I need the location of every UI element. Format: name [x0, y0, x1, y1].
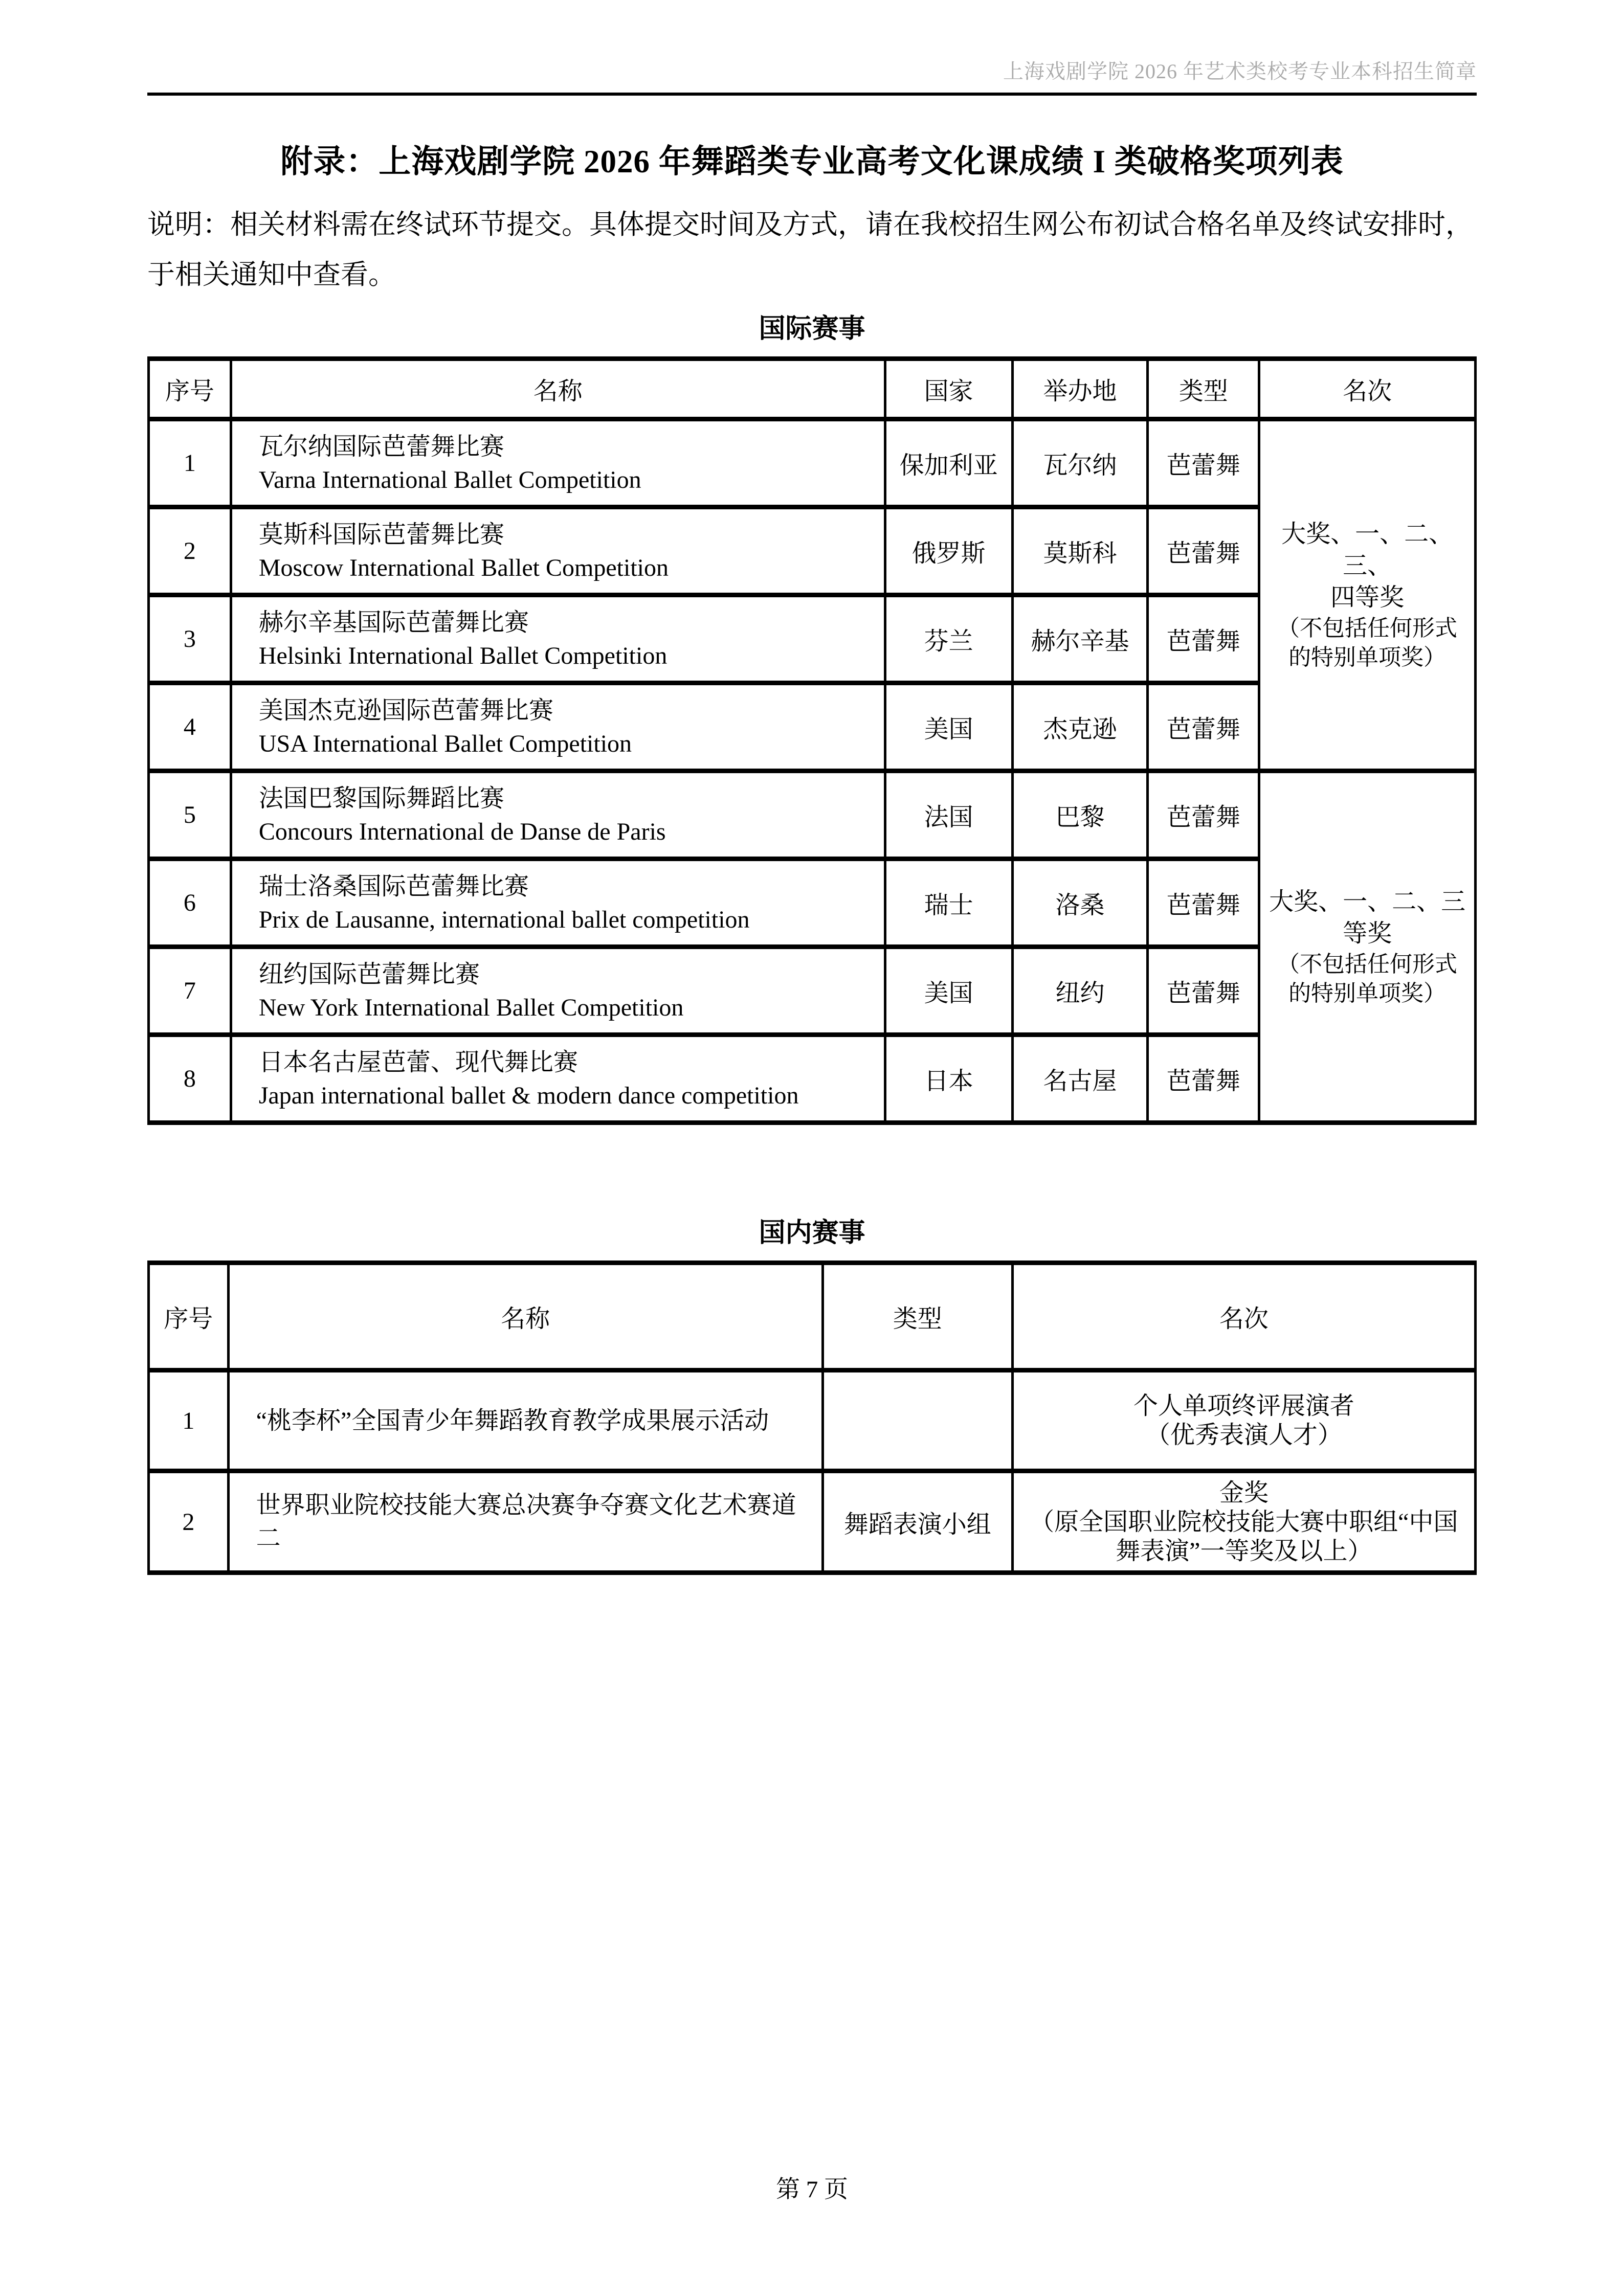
domestic-competitions-table — [147, 1260, 1477, 1575]
city-cell: 莫斯科 — [1012, 507, 1148, 595]
column-header-type: 类型 — [822, 1263, 1012, 1370]
competition-name-cell: “桃李杯”全国青少年舞蹈教育教学成果展示活动 — [228, 1370, 822, 1471]
competition-name-cell — [231, 595, 885, 683]
type-cell: 芭蕾舞 — [1148, 419, 1259, 507]
column-header-city: 举办地 — [1012, 359, 1148, 419]
type-cell: 芭蕾舞 — [1148, 683, 1259, 771]
column-header-no: 序号 — [149, 359, 231, 419]
city-cell: 巴黎 — [1012, 771, 1148, 859]
column-header-country: 国家 — [885, 359, 1012, 419]
competition-name-cell — [231, 771, 885, 859]
type-cell: 芭蕾舞 — [1148, 1035, 1259, 1123]
note-line-1: 说明：相关材料需在终试环节提交。具体提交时间及方式，请在我校招生网公布初试合格名单及终试安排时， — [147, 209, 1473, 240]
row-number: 3 — [149, 595, 231, 683]
award-note-line: 的特别单项奖） — [1288, 980, 1447, 1006]
column-header-type: 类型 — [1148, 359, 1259, 419]
header-rule — [147, 93, 1477, 96]
column-header-name: 名称 — [231, 359, 885, 419]
city-cell: 洛桑 — [1012, 859, 1148, 947]
type-cell: 芭蕾舞 — [1148, 859, 1259, 947]
city-cell: 纽约 — [1012, 947, 1148, 1035]
award-note-line: 的特别单项奖） — [1288, 644, 1447, 670]
country-cell: 瑞士 — [885, 859, 1012, 947]
row-number: 2 — [149, 1471, 229, 1573]
country-cell: 保加利亚 — [885, 419, 1012, 507]
row-number: 4 — [149, 683, 231, 771]
type-cell: 芭蕾舞 — [1148, 947, 1259, 1035]
column-header-name: 名称 — [228, 1263, 822, 1370]
country-cell: 美国 — [885, 683, 1012, 771]
competition-name-cn: 日本名古屋芭蕾、现代舞比赛 — [258, 1048, 578, 1076]
page-title: 附录：上海戏剧学院 2026 年舞蹈类专业高考文化课成绩 I 类破格奖项列表 — [280, 144, 1344, 179]
table-header-row — [149, 359, 1476, 419]
competition-name-cell — [231, 507, 885, 595]
country-cell: 法国 — [885, 771, 1012, 859]
competition-name-en: Prix de Lausanne, international ballet competition — [258, 906, 750, 933]
competition-name-cell: 世界职业院校技能大赛总决赛争夺赛文化艺术赛道二 — [228, 1471, 822, 1573]
competition-name-cell — [231, 419, 885, 507]
note-paragraph — [147, 199, 1477, 300]
type-cell: 舞蹈表演小组 — [822, 1471, 1012, 1573]
competition-name-cell — [231, 947, 885, 1035]
award-note-line: （不包括任何形式 — [1277, 951, 1458, 977]
award-main-line: 四等奖 — [1330, 583, 1405, 611]
rank-line: 舞表演”一等奖及以上） — [1116, 1537, 1372, 1565]
competition-name-cn: 瑞士洛桑国际芭蕾舞比赛 — [258, 872, 529, 900]
table-row — [149, 419, 1476, 507]
competition-name-cn: 莫斯科国际芭蕾舞比赛 — [258, 521, 504, 548]
rank-cell — [1012, 1370, 1475, 1471]
competition-name-en: Japan international ballet & modern dance competition — [258, 1082, 799, 1109]
country-cell: 芬兰 — [885, 595, 1012, 683]
competition-name-en: USA International Ballet Competition — [258, 730, 632, 757]
rank-line: （原全国职业院校技能大赛中职组“中国 — [1030, 1508, 1458, 1536]
section-title-domestic: 国内赛事 — [759, 1219, 865, 1248]
competition-name-cn: 法国巴黎国际舞蹈比赛 — [258, 784, 504, 812]
award-main-line: 大奖、一、二、三 — [1269, 888, 1466, 915]
award-main-line: 等奖 — [1343, 919, 1392, 947]
rank-line: （优秀表演人才） — [1145, 1422, 1342, 1449]
award-group-1-cell — [1259, 419, 1476, 771]
column-header-no: 序号 — [149, 1263, 229, 1370]
award-note-line: （不包括任何形式 — [1277, 615, 1458, 641]
row-number: 1 — [149, 1370, 229, 1471]
rank-cell — [1012, 1471, 1475, 1573]
footer-page-number: 第 7 页 — [776, 2176, 848, 2203]
rank-line: 金奖 — [1219, 1479, 1269, 1506]
award-main-line: 大奖、一、二、三、 — [1281, 520, 1454, 579]
column-header-rank: 名次 — [1012, 1263, 1475, 1370]
country-cell: 日本 — [885, 1035, 1012, 1123]
city-cell: 赫尔辛基 — [1012, 595, 1148, 683]
city-cell: 杰克逊 — [1012, 683, 1148, 771]
table-row — [149, 771, 1476, 859]
row-number: 7 — [149, 947, 231, 1035]
competition-name-cell — [231, 683, 885, 771]
type-cell: 芭蕾舞 — [1148, 771, 1259, 859]
type-cell: 芭蕾舞 — [1148, 595, 1259, 683]
competition-name-cell — [231, 1035, 885, 1123]
type-cell: 芭蕾舞 — [1148, 507, 1259, 595]
note-line-2: 于相关通知中查看。 — [147, 259, 396, 290]
international-competitions-table — [147, 356, 1477, 1125]
row-number: 2 — [149, 507, 231, 595]
competition-name-en: Concours International de Danse de Paris — [258, 818, 666, 845]
country-cell: 美国 — [885, 947, 1012, 1035]
row-number: 6 — [149, 859, 231, 947]
city-cell: 名古屋 — [1012, 1035, 1148, 1123]
competition-name-en: Helsinki International Ballet Competition — [258, 642, 668, 669]
competition-name-cell — [231, 859, 885, 947]
table-row — [149, 1370, 1476, 1471]
competition-name-cn: 瓦尔纳国际芭蕾舞比赛 — [258, 433, 504, 460]
competition-name-en: Moscow International Ballet Competition — [258, 554, 669, 581]
competition-name-cn: 赫尔辛基国际芭蕾舞比赛 — [258, 609, 529, 636]
column-header-rank: 名次 — [1259, 359, 1476, 419]
table-row — [149, 1471, 1476, 1573]
competition-name-cn: 美国杰克逊国际芭蕾舞比赛 — [258, 696, 553, 724]
table-header-row — [149, 1263, 1476, 1370]
running-header: 上海戏剧学院 2026 年艺术类校考专业本科招生简章 — [1003, 60, 1477, 83]
award-group-2-cell — [1259, 771, 1476, 1123]
city-cell: 瓦尔纳 — [1012, 419, 1148, 507]
row-number: 1 — [149, 419, 231, 507]
country-cell: 俄罗斯 — [885, 507, 1012, 595]
row-number: 5 — [149, 771, 231, 859]
competition-name-en: New York International Ballet Competition — [258, 994, 684, 1021]
rank-line: 个人单项终评展演者 — [1133, 1392, 1354, 1420]
competition-name-cn: 纽约国际芭蕾舞比赛 — [258, 960, 480, 988]
row-number: 8 — [149, 1035, 231, 1123]
type-cell — [822, 1370, 1012, 1471]
section-title-international: 国际赛事 — [759, 314, 865, 344]
competition-name-en: Varna International Ballet Competition — [258, 466, 641, 493]
